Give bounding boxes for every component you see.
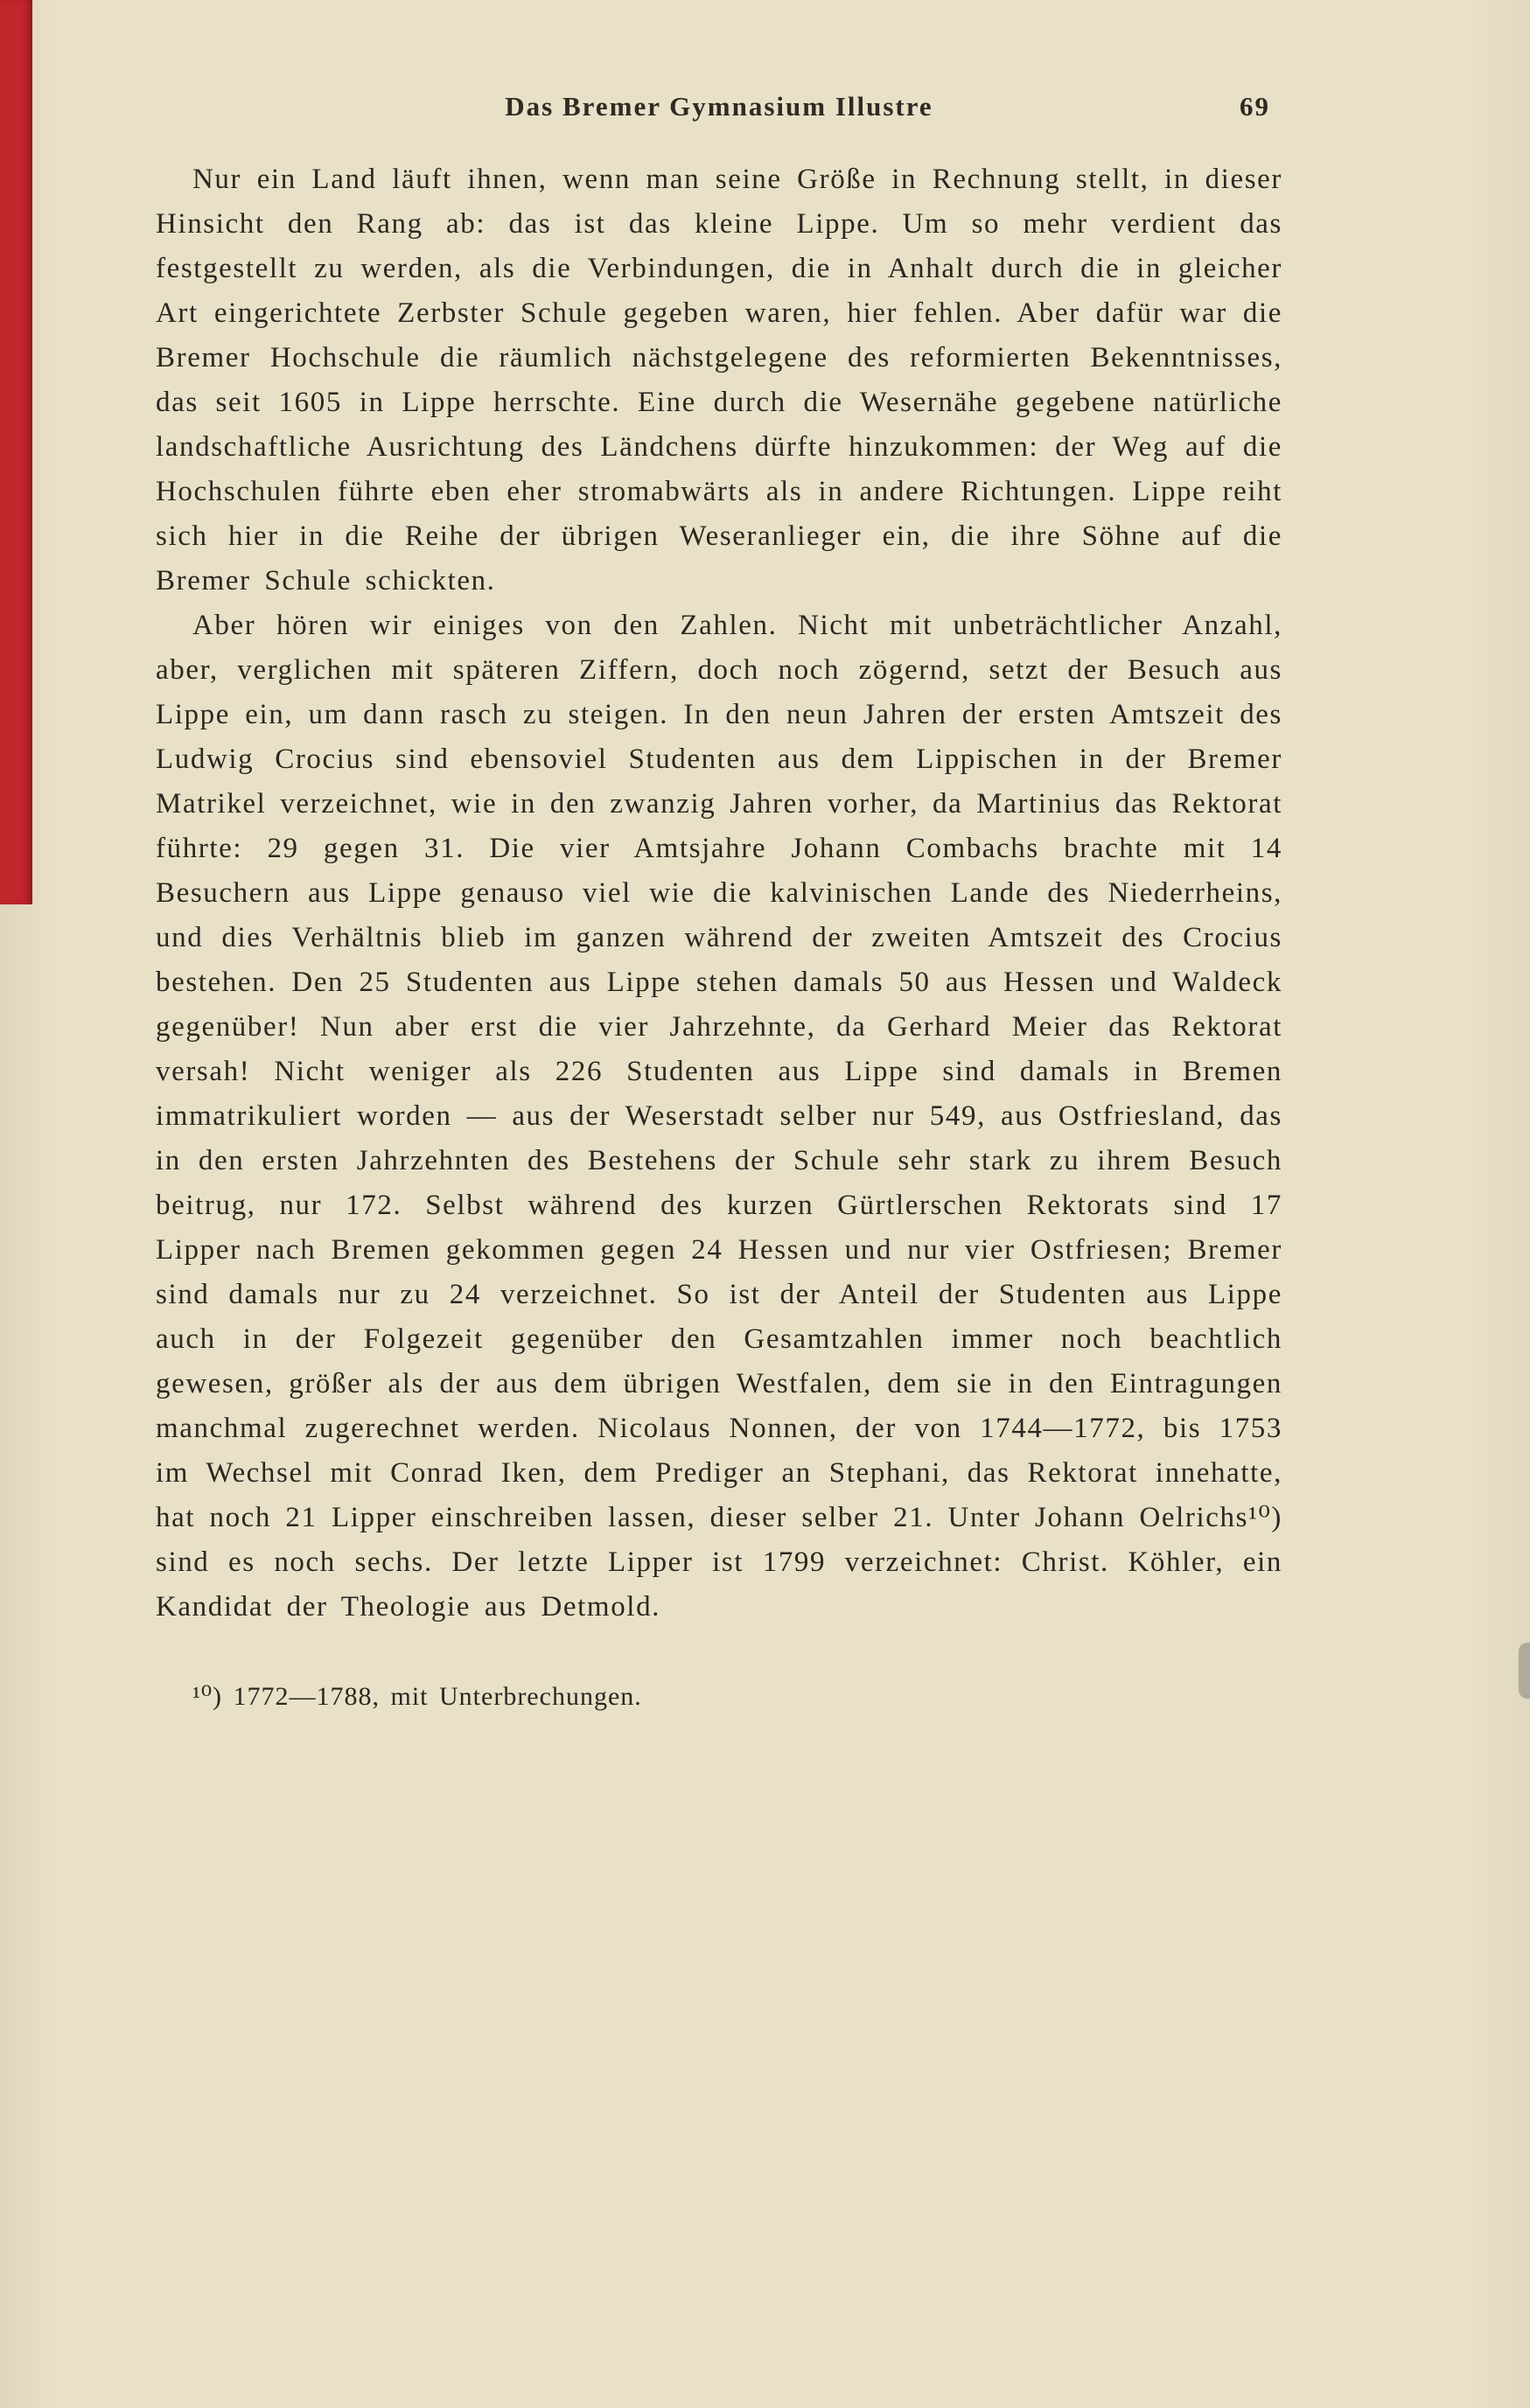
paragraph-1: Nur ein Land läuft ihnen, wenn man seine Größe in Rechnung stellt, in dieser Hinsicht den Rang ab: das ist das kleine Lippe. Um so mehr verdient das festgestellt zu werden, als die Verbindungen, die in Anhalt durch die in gleicher Art eingerichtete Zerbster Schule gegeben waren, hier fehlen. Aber dafür war die Bremer Hochschule die räumlich nächstgelegene des reformierten Bekenntnisses, das seit 1605 in Lippe herrschte. Eine durch die Wesernähe gegebene natürliche landschaftliche Ausrichtung des Ländchens dürfte hinzukommen: der Weg auf die Hochschulen führte eben eher stromabwärts als in andere Richtungen. Lippe reiht sich hier in die Reihe der übrigen Weseranlieger ein, die ihre Söhne auf die Bremer Schule schickten. xyxy=(156,164,1282,597)
red-binding-strip xyxy=(0,0,32,904)
scan-artifact xyxy=(1519,1643,1530,1699)
footnote: ¹⁰) 1772—1788, mit Unterbrechungen. xyxy=(192,1682,642,1711)
text-block xyxy=(156,91,1282,1715)
page-header xyxy=(156,91,1282,128)
paragraph-2: Aber hören wir einiges von den Zahlen. Nicht mit unbeträchtlicher Anzahl, aber, verglichen mit späteren Ziffern, doch noch zögernd, setzt der Besuch aus Lippe ein, um dann rasch zu steigen. In den neun Jahren der ersten Amtszeit des Ludwig Crocius sind ebensoviel Studenten aus dem Lippischen in der Bremer Matrikel verzeichnet, wie in den zwanzig Jahren vorher, da Martinius das Rektorat führte: 29 gegen 31. Die vier Amtsjahre Johann Combachs brachte mit 14 Besuchern aus Lippe genauso viel wie die kalvinischen Lande des Niederrheins, und dies Verhältnis blieb im ganzen während der zweiten Amtszeit des Crocius bestehen. Den 25 Studenten aus Lippe stehen damals 50 aus Hessen und Waldeck gegenüber! Nun aber erst die vier Jahrzehnte, da Gerhard Meier das Rektorat versah! Nicht weniger als 226 Studenten aus Lippe sind damals in Bremen immatrikuliert worden — aus der Weserstadt selber nur 549, aus Ostfriesland, das in den ersten Jahrzehnten des Bestehens der Schule sehr stark zu ihrem Besuch beitrug, nur 172. Selbst während des kurzen Gürtlerschen Rektorats sind 17 Lipper nach Bremen gekommen gegen 24 Hessen und nur vier Ostfriesen; Bremer sind damals nur zu 24 verzeichnet. So ist der Anteil der Studenten aus Lippe auch in der Folgezeit gegenüber den Gesamtzahlen immer noch beachtlich gewesen, größer als der aus dem übrigen Westfalen, dem sie in den Eintragungen manchmal zugerechnet werden. Nicolaus Nonnen, der von 1744—1772, bis 1753 im Wechsel mit Conrad Iken, dem Prediger an Stephani, das Rektorat innehatte, hat noch 21 Lipper einschreiben lassen, dieser selber 21. Unter Johann Oelrichs¹⁰) sind es noch sechs. Der letzte Lipper ist 1799 verzeichnet: Christ. Köhler, ein Kandidat der Theologie aus Detmold. xyxy=(156,610,1282,1623)
page-number: 69 xyxy=(1240,91,1270,122)
running-head-title: Das Bremer Gymnasium Illustre xyxy=(505,91,933,122)
